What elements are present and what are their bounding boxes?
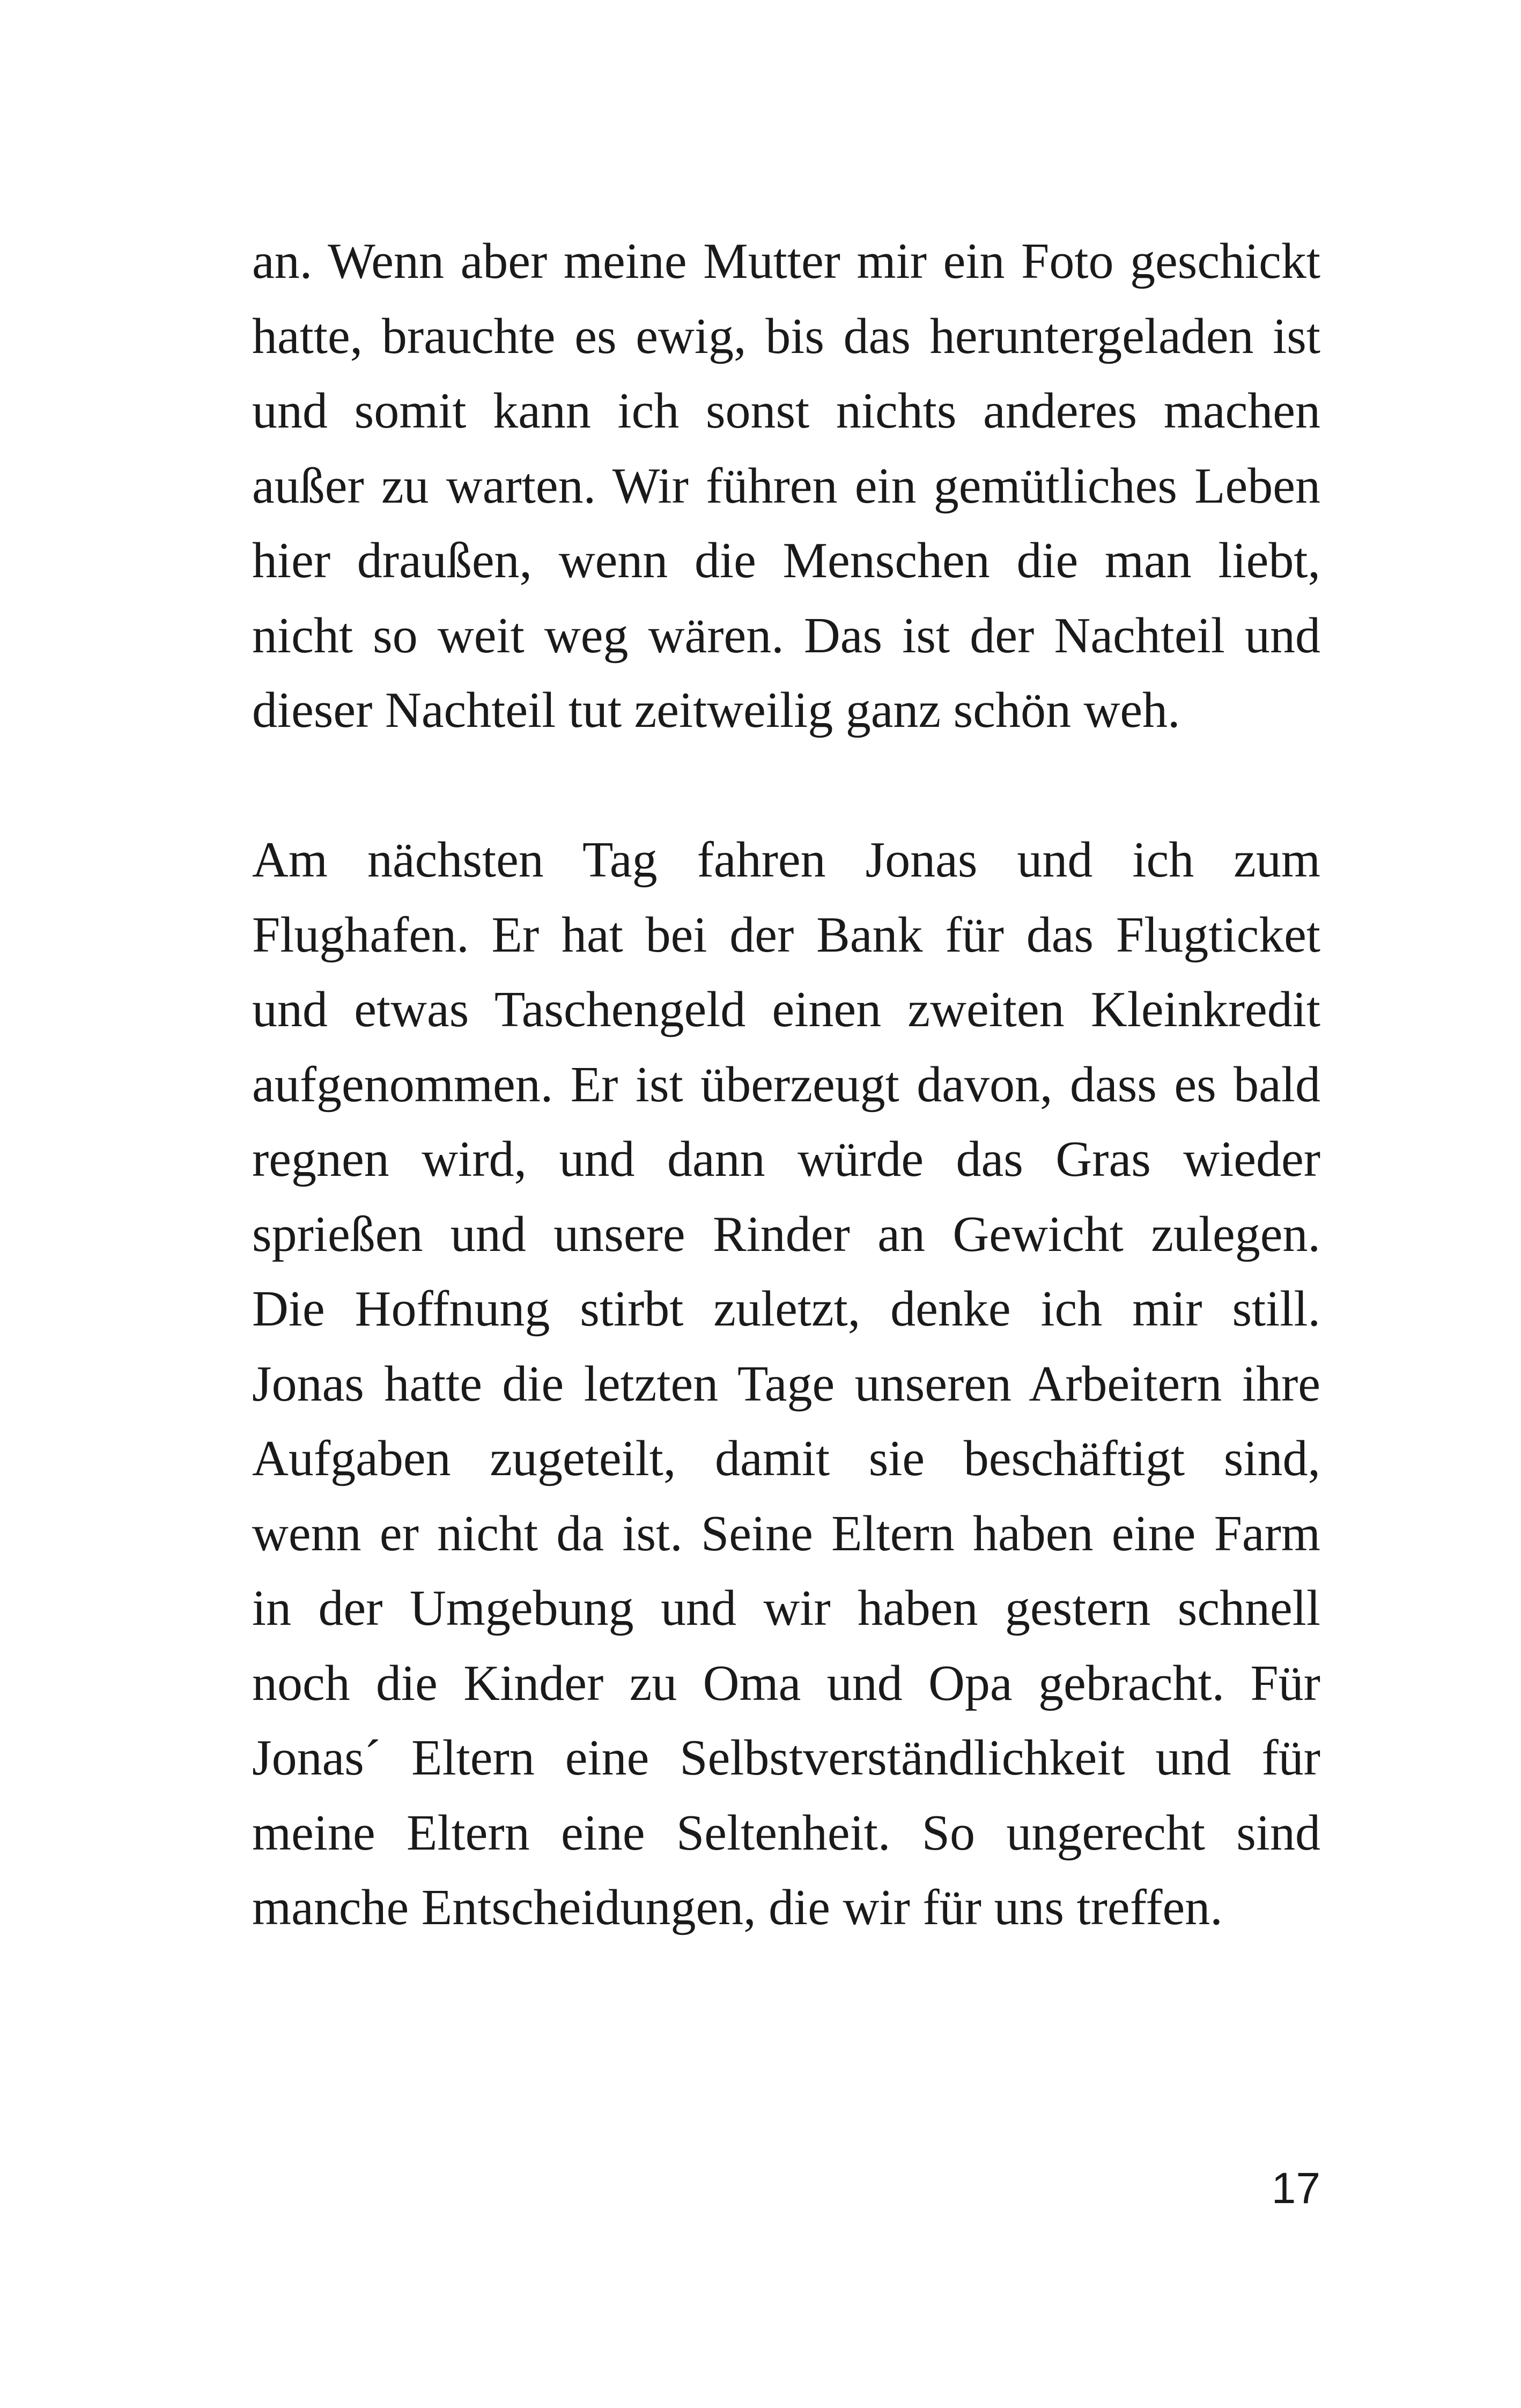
- paragraph-line: Jonas hatte die letzten Tage unseren Arbeitern ihre: [252, 1356, 1320, 1412]
- paragraph-line: Jonas´ Eltern eine Selbstverständlichkeit und für: [252, 1730, 1320, 1786]
- paragraph-line: regnen wird, und dann würde das Gras wieder: [252, 1131, 1320, 1187]
- paragraph-line: Flughafen. Er hat bei der Bank für das Flugticket: [252, 907, 1320, 963]
- paragraph-line: aufgenommen. Er ist überzeugt davon, dass es bald: [252, 1056, 1320, 1113]
- paragraph-2: [252, 823, 1320, 1946]
- paragraph-line: dieser Nachteil tut zeitweilig ganz schön weh.: [252, 682, 1180, 738]
- paragraph-line: in der Umgebung und wir haben gestern schnell: [252, 1580, 1320, 1636]
- paragraph-line: Die Hoffnung stirbt zuletzt, denke ich mir still.: [252, 1281, 1320, 1337]
- paragraph-line: manche Entscheidungen, die wir für uns treffen.: [252, 1880, 1223, 1935]
- paragraph-line: sprießen und unsere Rinder an Gewicht zulegen.: [252, 1206, 1320, 1262]
- paragraph-line: Am nächsten Tag fahren Jonas und ich zum: [252, 832, 1320, 888]
- page-number: 17: [1271, 2164, 1320, 2213]
- paragraph-line: und etwas Taschengeld einen zweiten Kleinkredit: [252, 982, 1320, 1037]
- paragraph-line: wenn er nicht da ist. Seine Eltern haben eine Farm: [252, 1505, 1320, 1562]
- paragraph-line: meine Eltern eine Seltenheit. So ungerecht sind: [252, 1805, 1320, 1861]
- paragraph-1: [252, 224, 1320, 748]
- paragraph-line: noch die Kinder zu Oma und Opa gebracht. Für: [252, 1655, 1320, 1711]
- paragraph-line: und somit kann ich sonst nichts anderes machen: [252, 383, 1320, 439]
- paragraph-line: Aufgaben zugeteilt, damit sie beschäftigt sind,: [252, 1431, 1320, 1486]
- paragraph-line: außer zu warten. Wir führen ein gemütliches Leben: [252, 458, 1320, 514]
- paragraph-line: hatte, brauchte es ewig, bis das heruntergeladen ist: [252, 308, 1320, 364]
- paragraph-line: an. Wenn aber meine Mutter mir ein Foto geschickt: [252, 233, 1320, 289]
- paragraph-line: nicht so weit weg wären. Das ist der Nachteil und: [252, 607, 1320, 664]
- paragraph-line: hier draußen, wenn die Menschen die man liebt,: [252, 533, 1320, 588]
